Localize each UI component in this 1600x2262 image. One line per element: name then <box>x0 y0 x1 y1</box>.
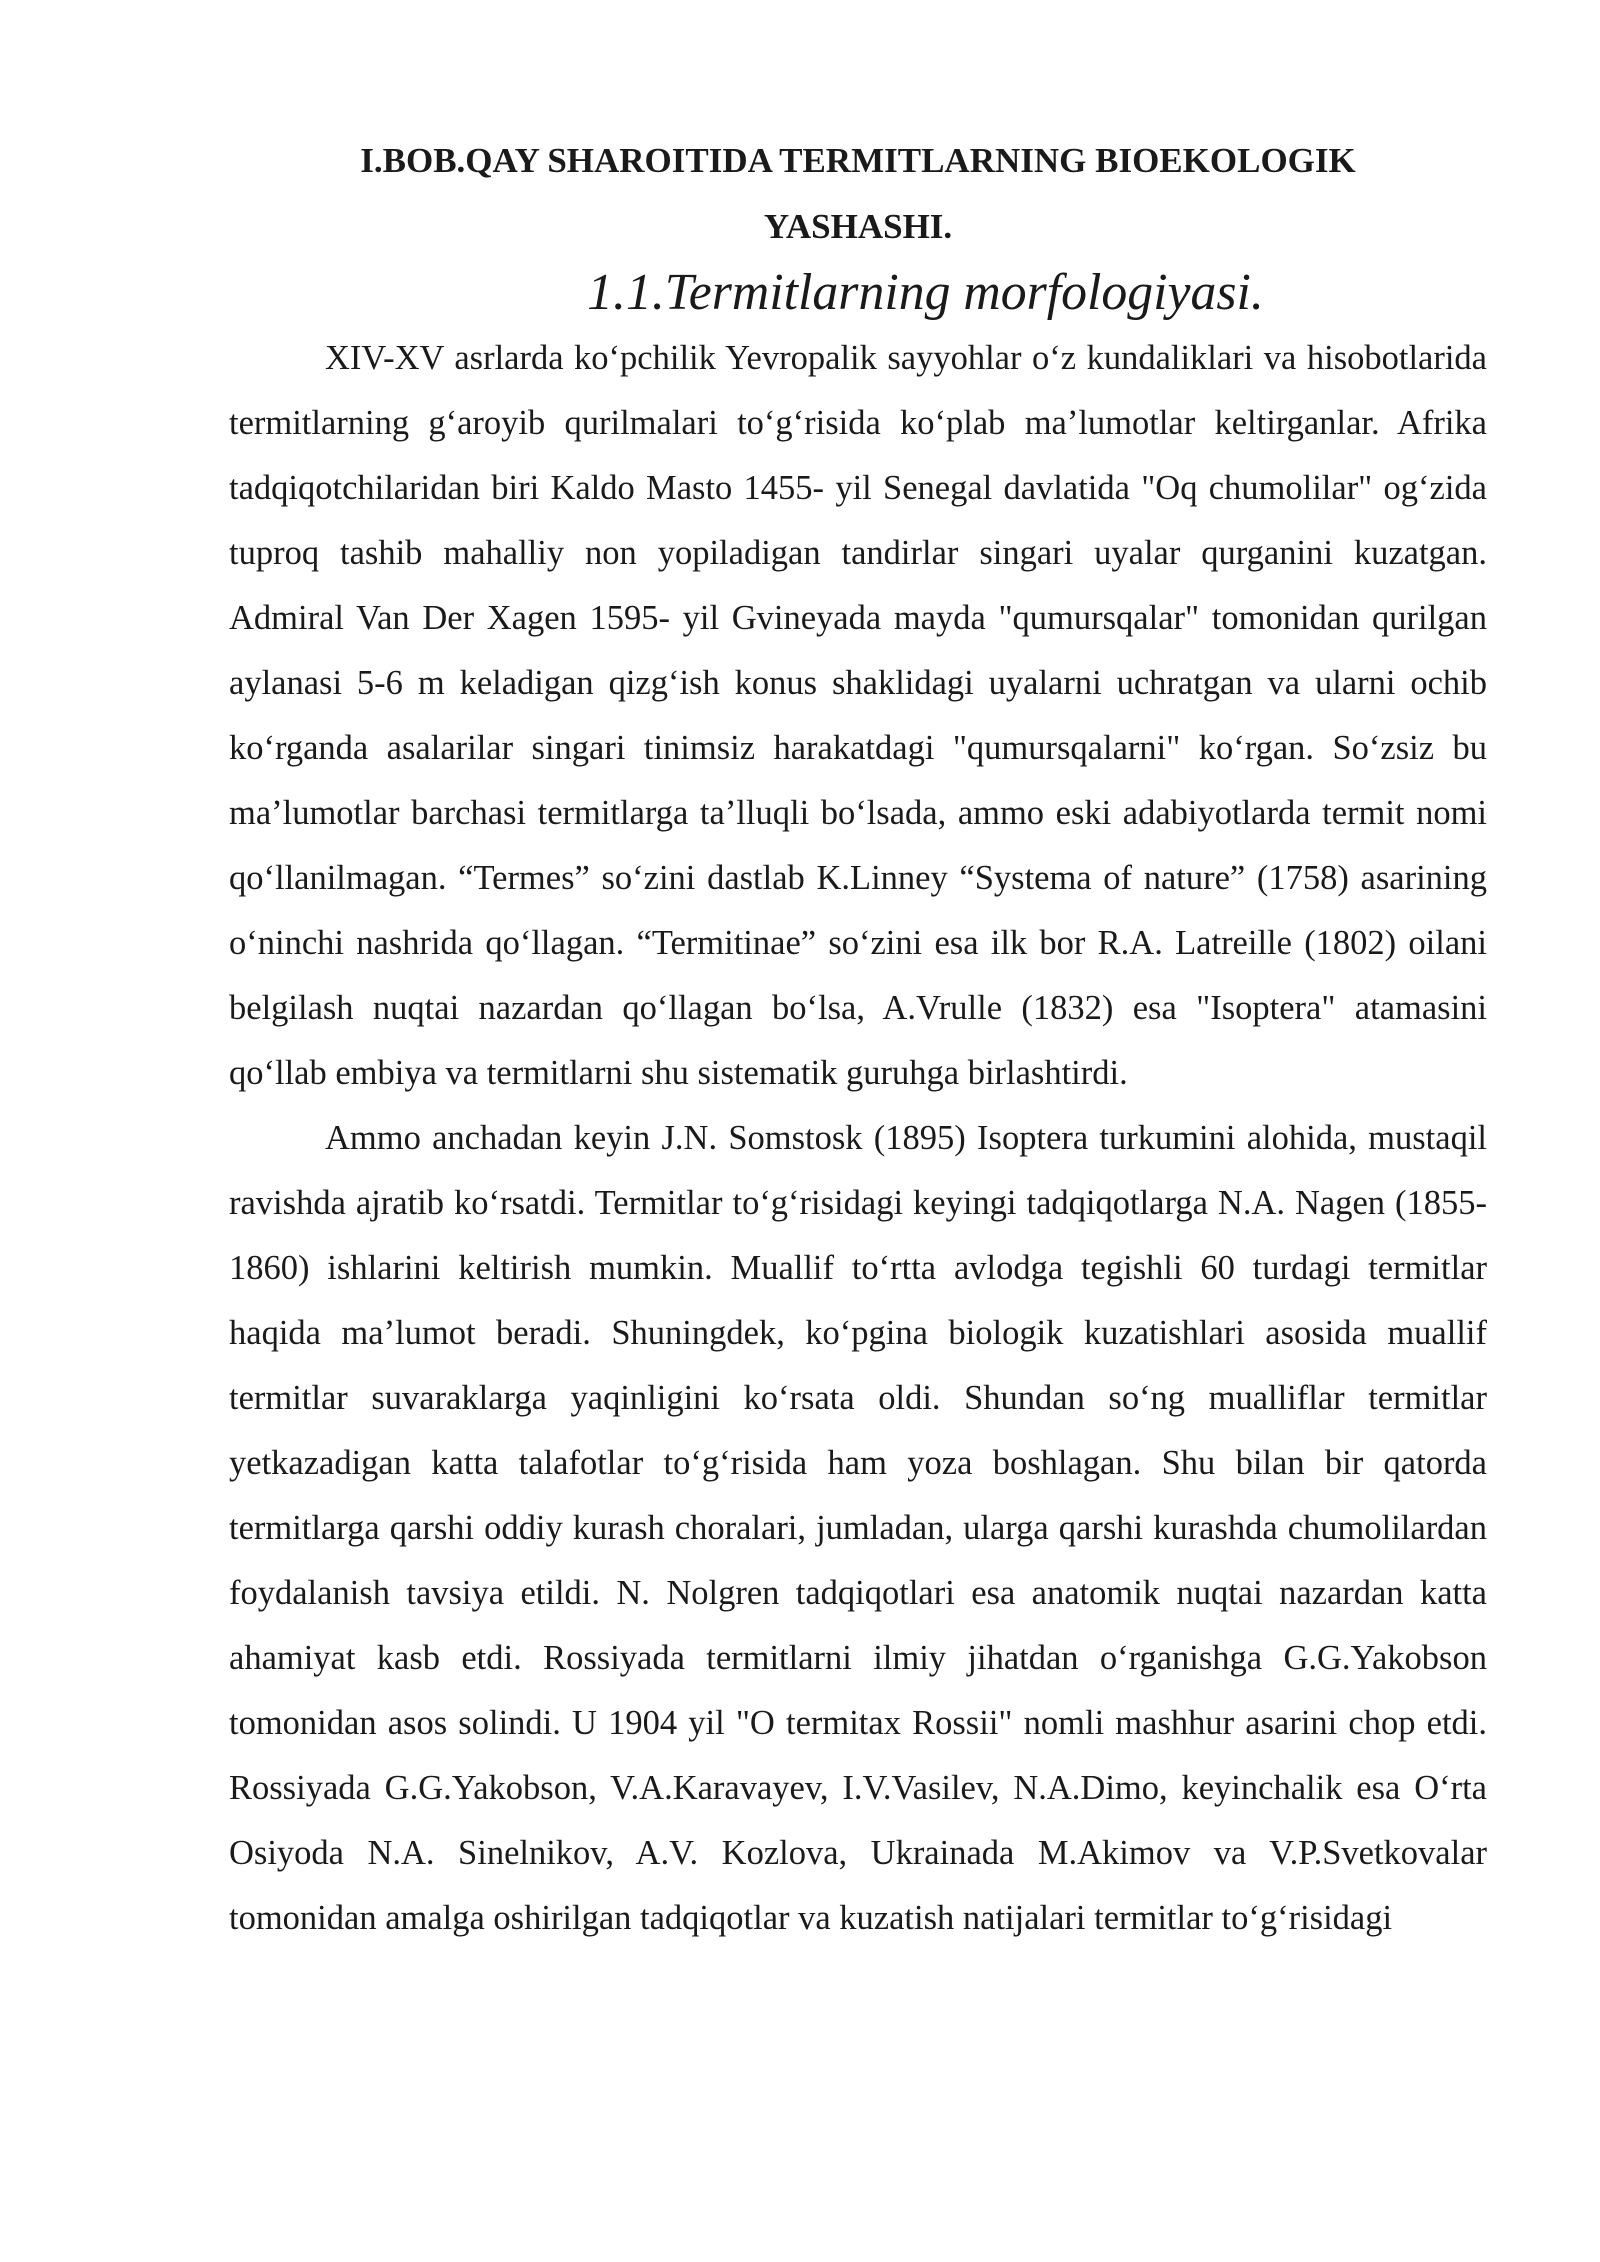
section-title: 1.1.Termitlarning morfologiyasi. <box>587 264 1264 321</box>
document-page <box>229 128 1487 1951</box>
paragraph-2: Ammo anchadan keyin J.N. Somstosk (1895) Isoptera turkumini alohida, mustaqil ravishda ajratib koʻrsatdi. Termitlar toʻgʻrisidagi keyingi tadqiqotlarga N.A. Nagen (1855-1860) ishlarini keltirish mumkin. Muallif toʻrtta avlodga tegishli 60 turdagi termitlar haqida maʼlumot beradi. Shuningdek, koʻpgina biologik kuzatishlari asosida muallif termitlar suvaraklarga yaqinligini koʻrsata oldi. Shundan soʻng mualliflar termitlar yetkazadigan katta talafotlar toʻgʻrisida ham yoza boshlagan. Shu bilan bir qatorda termitlarga qarshi oddiy kurash choralari, jumladan, ularga qarshi kurashda chumolilardan foydalanish tavsiya etildi. N. Nolgren tadqiqotlari esa anatomik nuqtai nazardan katta ahamiyat kasb etdi. Rossiyada termitlarni ilmiy jihatdan oʻrganishga G.G.Yakobson tomonidan asos solindi. U 1904 yil "O termitax Rossii" nomli mashhur asarini chop etdi. Rossiyada G.G.Yakobson, V.A.Karavayev, I.V.Vasilev, N.A.Dimo, keyinchalik esa Oʻrta Osiyoda N.A. Sinelnikov, A.V. Kozlova, Ukrainada M.Akimov va V.P.Svetkovalar tomonidan amalga oshirilgan tadqiqotlar va kuzatish natijalari termitlar toʻgʻrisidagi <box>229 1119 1487 1937</box>
paragraph-1: XIV-XV asrlarda koʻpchilik Yevropalik sayyohlar oʻz kundaliklari va hisobotlarida termitlarning gʻaroyib qurilmalari toʻgʻrisida koʻplab maʼlumotlar keltirganlar. Afrika tadqiqotchilaridan biri Kaldo Masto 1455- yil Senegal davlatida "Oq chumolilar" ogʻzida tuproq tashib mahalliy non yopiladigan tandirlar singari uyalar qurganini kuzatgan. Admiral Van Der Xagen 1595- yil Gvineyada mayda "qumursqalar" tomonidan qurilgan aylanasi 5-6 m keladigan qizgʻish konus shaklidagi uyalarni uchratgan va ularni ochib koʻrganda asalarilar singari tinimsiz harakatdagi "qumursqalarni" koʻrgan. Soʻzsiz bu maʼlumotlar barchasi termitlarga taʼlluqli boʻlsada, ammo eski adabiyotlarda termit nomi qoʻllanilmagan. “Termes” soʻzini dastlab K.Linney “Systema of nature” (1758) asarining oʻninchi nashrida qoʻllagan. “Termitinae” soʻzini esa ilk bor R.A. Latreille (1802) oilani belgilash nuqtai nazardan qoʻllagan boʻlsa, A.Vrulle (1832) esa "Isoptera" atamasini qoʻllab embiya va termitlarni shu sistematik guruhga birlashtirdi. <box>229 339 1487 1092</box>
chapter-title: I.BOB.QAY SHAROITIDA TERMITLARNING BIOEKOLOGIK YASHASHI. <box>360 141 1356 246</box>
